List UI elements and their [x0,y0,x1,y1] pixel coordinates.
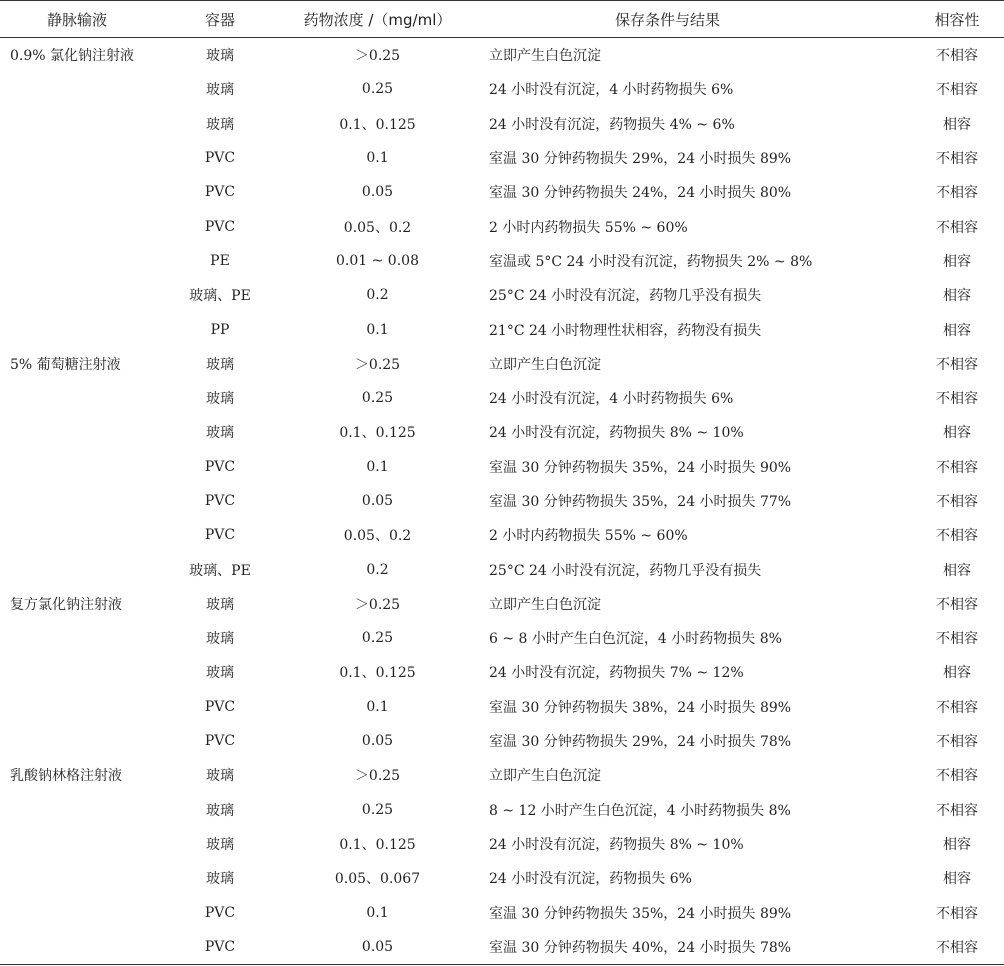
cell-container: 玻璃 [206,391,234,408]
cell-container: 玻璃 [206,425,234,442]
cell-compatibility: 不相容 [936,802,978,819]
cell-conditions: 24 小时没有沉淀，4 小时药物损失 6% [489,82,734,99]
cell-compatibility: 不相容 [936,48,978,65]
cell-compatibility: 不相容 [936,768,978,785]
cell-concentration: 0.1 [366,698,389,715]
cell-concentration: ＞0.25 [354,48,401,65]
cell-solution [0,655,170,689]
table-row [0,141,1004,175]
cell-solution [0,72,170,106]
table-row [0,244,1004,278]
cell-concentration: ＞0.25 [354,768,401,785]
cell-compatibility: 不相容 [936,185,978,202]
cell-compatibility: 相容 [943,322,971,339]
cell-concentration: 0.25 [361,630,394,647]
cell-compatibility: 不相容 [910,930,1004,965]
cell-solution [0,175,170,209]
cell-solution [0,861,170,895]
cell-solution [0,724,170,758]
cell-concentration: 0.05 [361,184,394,201]
cell-container: 玻璃、PE [189,562,251,579]
table-row [0,724,1004,758]
cell-conditions: 21°C 24 小时物理性状相容，药物没有损失 [489,322,762,339]
cell-concentration: 0.05 [270,930,485,965]
table-row [0,930,1004,965]
cell-concentration: 0.25 [361,81,394,98]
cell-compatibility: 相容 [943,871,971,888]
cell-compatibility: 相容 [943,288,971,305]
table-row [0,312,1004,346]
cell-compatibility: 相容 [943,562,971,579]
cell-conditions: 24 小时没有沉淀，药物损失 6% [489,871,692,888]
cell-concentration: 0.05、0.2 [343,528,412,545]
cell-container: PVC [204,458,236,475]
table-row [0,518,1004,552]
cell-container: 玻璃、PE [189,288,251,305]
cell-conditions: 24 小时没有沉淀，4 小时药物损失 6% [489,391,734,408]
cell-compatibility: 不相容 [936,596,978,613]
cell-conditions: 25°C 24 小时没有沉淀，药物几乎没有损失 [489,562,762,579]
cell-compatibility: 相容 [943,253,971,270]
cell-solution [0,312,170,346]
header-conditions: 保存条件与结果 [485,1,910,38]
cell-container: 玻璃 [206,116,234,133]
cell-compatibility: 不相容 [936,356,978,373]
table-row [0,278,1004,312]
cell-concentration: 0.05、0.067 [334,871,421,888]
cell-conditions: 室温 30 分钟药物损失 35%，24 小时损失 89% [489,905,792,922]
cell-compatibility: 不相容 [936,631,978,648]
cell-container: PVC [204,527,236,544]
cell-container: PVC [204,184,236,201]
cell-container: 玻璃 [206,596,234,613]
cell-solution [0,381,170,415]
table-row [0,347,1004,381]
cell-solution [0,793,170,827]
table-row [0,621,1004,655]
cell-compatibility: 不相容 [936,494,978,510]
cell-container: PVC [204,698,236,715]
cell-container: 玻璃 [206,82,234,99]
cell-container: PVC [204,904,236,921]
cell-conditions: 24 小时没有沉淀，药物损失 8% ~ 10% [489,836,744,853]
cell-container: PVC [204,493,236,509]
table-row [0,209,1004,243]
cell-solution [0,450,170,484]
cell-solution [0,552,170,586]
cell-solution [0,518,170,552]
cell-concentration: ＞0.25 [354,356,401,373]
cell-compatibility: 不相容 [936,82,978,99]
cell-compatibility: 相容 [943,665,971,682]
cell-solution [0,930,170,965]
cell-solution [0,484,170,518]
cell-concentration: 0.1 [366,458,389,475]
header-container: 容器 [170,1,270,38]
cell-concentration: 0.1、0.125 [339,116,416,133]
cell-conditions: 室温 30 分钟药物损失 24%，24 小时损失 80% [489,185,792,202]
cell-concentration: 0.1 [366,321,389,338]
table-row [0,587,1004,621]
cell-conditions: 室温 30 分钟药物损失 29%，24 小时损失 89% [489,151,792,168]
table-row [0,690,1004,724]
cell-container: PVC [204,733,236,750]
cell-compatibility: 相容 [943,836,971,853]
cell-conditions: 24 小时没有沉淀，药物损失 8% ~ 10% [489,425,744,442]
cell-solution [0,107,170,141]
cell-compatibility: 相容 [943,425,971,442]
table-row [0,793,1004,827]
table-row [0,827,1004,861]
cell-conditions: 2 小时内药物损失 55% ~ 60% [489,528,688,545]
cell-concentration: 0.1 [366,904,389,921]
header-concentration: 药物浓度 /（mg/ml） [270,1,485,38]
cell-concentration: 0.25 [361,390,394,407]
table-body [0,38,1004,965]
cell-compatibility: 不相容 [936,391,978,408]
cell-container: 玻璃 [206,665,234,682]
cell-conditions: 8 ~ 12 小时产生白色沉淀，4 小时药物损失 8% [489,802,791,819]
cell-conditions: 室温或 5°C 24 小时没有沉淀，药物损失 2% ~ 8% [489,253,813,270]
cell-compatibility: 不相容 [936,699,978,716]
cell-solution [0,278,170,312]
cell-concentration: 0.05、0.2 [343,219,412,236]
cell-conditions: 立即产生白色沉淀 [489,768,601,785]
cell-concentration: 0.25 [361,801,394,818]
cell-conditions: 室温 30 分钟药物损失 40%，24 小时损失 78% [485,930,910,965]
cell-solution [0,141,170,175]
cell-container: PVC [204,150,236,167]
cell-container: 玻璃 [206,356,234,373]
cell-container: PP [210,321,230,338]
table-row [0,484,1004,518]
cell-container: PVC [170,930,270,965]
cell-compatibility: 不相容 [936,905,978,922]
table-row [0,450,1004,484]
table-row [0,758,1004,792]
cell-concentration: 0.1、0.125 [339,665,416,682]
cell-conditions: 室温 30 分钟药物损失 35%，24 小时损失 77% [489,494,792,510]
table-row [0,895,1004,929]
header-compatibility: 相容性 [910,1,1004,38]
table-row [0,861,1004,895]
cell-container: PE [210,252,230,269]
cell-conditions: 立即产生白色沉淀 [489,48,601,65]
table-row [0,38,1004,73]
cell-solution: 复方氯化钠注射液 [10,596,122,613]
cell-compatibility: 不相容 [936,734,978,751]
cell-container: 玻璃 [206,631,234,648]
cell-solution: 乳酸钠林格注射液 [10,768,122,785]
cell-container: 玻璃 [206,768,234,785]
cell-conditions: 6 ~ 8 小时产生白色沉淀，4 小时药物损失 8% [489,631,782,648]
table-row [0,552,1004,586]
cell-concentration: 0.1、0.125 [339,425,416,442]
cell-solution [0,827,170,861]
cell-container: 玻璃 [206,871,234,888]
table-row [0,381,1004,415]
cell-concentration: ＞0.25 [354,596,401,613]
cell-compatibility: 不相容 [936,459,978,476]
cell-conditions: 室温 30 分钟药物损失 35%，24 小时损失 90% [489,459,792,476]
cell-compatibility: 不相容 [936,219,978,236]
cell-concentration: 0.1 [366,150,389,167]
cell-solution [0,244,170,278]
cell-compatibility: 不相容 [936,528,978,545]
cell-conditions: 2 小时内药物损失 55% ~ 60% [489,219,688,236]
cell-solution [0,690,170,724]
cell-conditions: 室温 30 分钟药物损失 29%，24 小时损失 78% [489,734,792,751]
cell-conditions: 24 小时没有沉淀，药物损失 7% ~ 12% [489,665,744,682]
cell-solution [0,621,170,655]
cell-container: 玻璃 [206,48,234,65]
cell-conditions: 24 小时没有沉淀，药物损失 4% ~ 6% [489,116,735,133]
cell-conditions: 25°C 24 小时没有沉淀，药物几乎没有损失 [489,288,762,305]
cell-solution [0,895,170,929]
cell-solution: 5% 葡萄糖注射液 [10,356,121,373]
cell-compatibility: 不相容 [936,151,978,168]
table-row [0,107,1004,141]
header-solution: 静脉输液 [0,1,170,38]
cell-conditions: 立即产生白色沉淀 [489,356,601,373]
cell-conditions: 立即产生白色沉淀 [489,596,601,613]
cell-concentration: 0.05 [361,733,394,750]
cell-conditions: 室温 30 分钟药物损失 38%，24 小时损失 89% [489,699,792,716]
cell-concentration: 0.1、0.125 [339,836,416,853]
cell-compatibility: 相容 [943,116,971,133]
table-header-row [0,1,1004,38]
cell-concentration: 0.2 [366,561,389,578]
cell-concentration: 0.2 [366,287,389,304]
table-row [0,72,1004,106]
cell-container: PVC [204,218,236,235]
cell-solution: 0.9% 氯化钠注射液 [10,48,135,65]
table-row [0,655,1004,689]
table-row [0,415,1004,449]
cell-concentration: 0.05 [361,493,394,509]
cell-solution [0,209,170,243]
cell-container: 玻璃 [206,836,234,853]
cell-solution [0,415,170,449]
cell-concentration: 0.01 ~ 0.08 [336,252,419,269]
cell-container: 玻璃 [206,802,234,819]
table-row [0,175,1004,209]
